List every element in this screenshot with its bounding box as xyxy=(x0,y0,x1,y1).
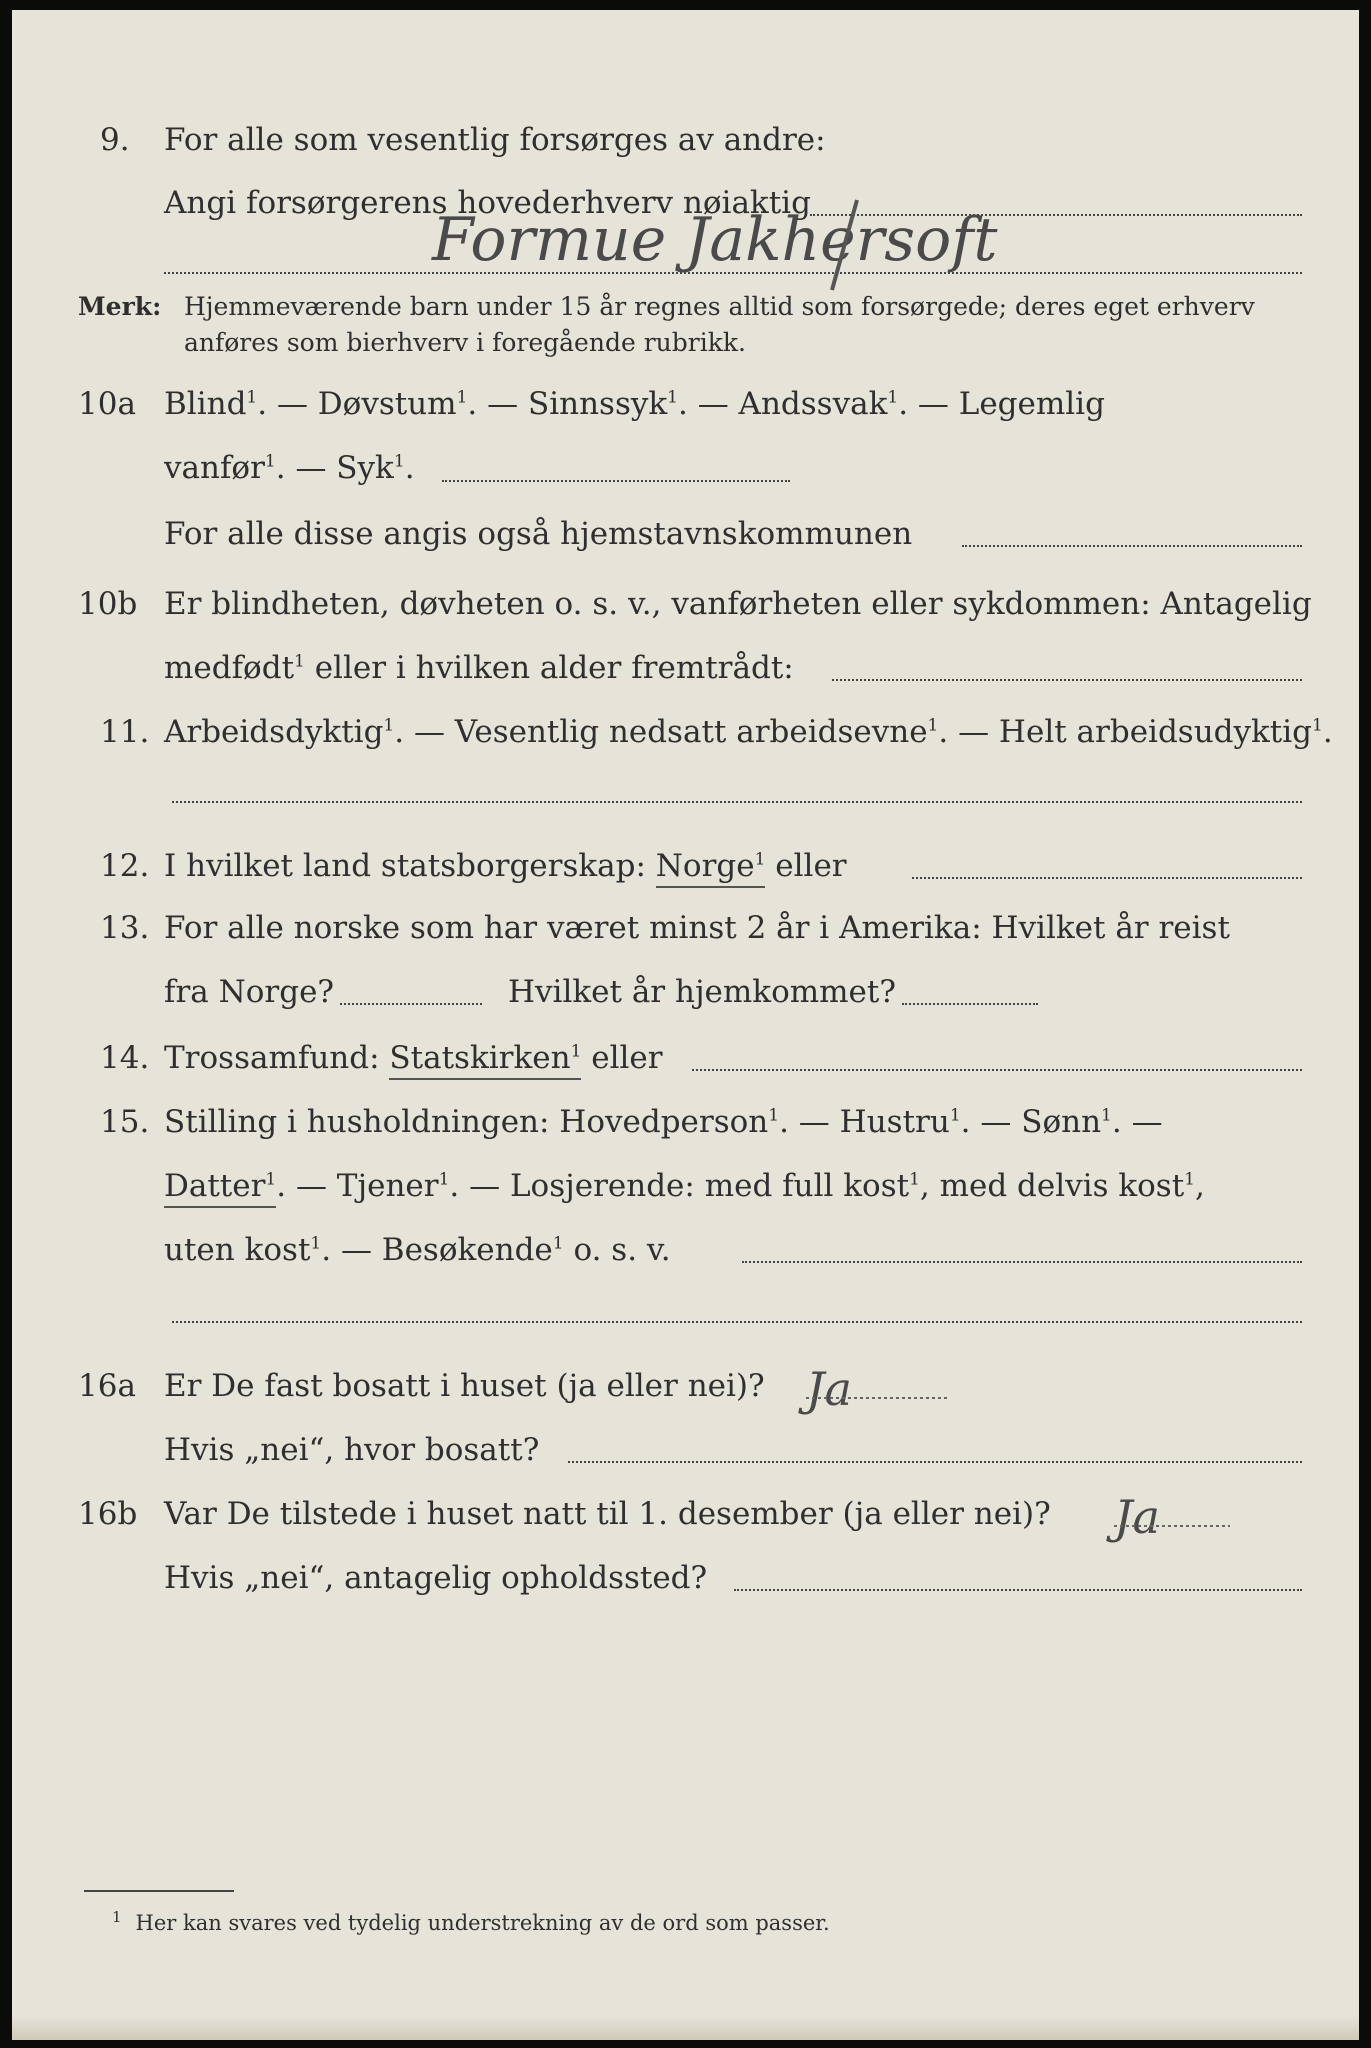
q15-fill-line-2 xyxy=(172,1321,1302,1323)
q10b-medfodt: medfødt xyxy=(164,650,295,686)
q16a-line1: Er De fast bosatt i huset (ja eller nei)? xyxy=(164,1368,765,1404)
q10a-sinnssyk: . — Sinnssyk xyxy=(467,386,668,422)
q16b-line2: Hvis „nei“, antagelig opholdssted? xyxy=(164,1560,708,1596)
q10a-line3: For alle disse angis også hjemstavnskommunen xyxy=(164,516,913,552)
q11-udyktig: . — Helt arbeidsudyktig xyxy=(938,714,1313,750)
q13-line2a: fra Norge? xyxy=(164,974,335,1010)
q16b-fill-line xyxy=(734,1589,1302,1591)
q13-number: 13. xyxy=(100,910,150,946)
q16a-number: 16a xyxy=(78,1368,136,1404)
merk-label: Merk: xyxy=(78,292,162,321)
q14-number: 14. xyxy=(100,1040,150,1076)
q10a-andssvak: . — Andssvak xyxy=(678,386,888,422)
q15-line3: uten kost$^1$. — Besøkende$^1$ o. s. v. xyxy=(164,1232,671,1268)
q16a-fill-line xyxy=(568,1461,1302,1463)
q13-fill-line-1 xyxy=(340,1003,482,1005)
q10a-vanfor: vanfør xyxy=(164,450,265,486)
q9-number: 9. xyxy=(100,122,130,158)
footnote xyxy=(112,1908,830,1935)
q13-line2b: Hvilket år hjemkommet? xyxy=(508,974,896,1010)
q10a-fill-line-2 xyxy=(962,545,1302,547)
q15-line1: Stilling i husholdningen: Hovedperson$^1$. — Hustru$^1$. — Sønn$^1$. — xyxy=(164,1104,1163,1140)
q12-norge-underlined: Norge$^1$ xyxy=(656,848,766,888)
q10b-number: 10b xyxy=(78,586,138,622)
q10a-syk: . — Syk xyxy=(275,450,394,486)
q10a-line1: Blind$^1$. — Døvstum$^1$. — Sinnssyk$^1$. — Andssvak$^1$. — Legemlig xyxy=(164,386,1105,422)
q10a-dovstum: . — Døvstum xyxy=(257,386,457,422)
q12-fill-line xyxy=(912,877,1302,879)
footnote-mark: 1 xyxy=(112,1908,122,1926)
q13-line1: For alle norske som har været minst 2 år i Amerika: Hvilket år reist xyxy=(164,910,1230,946)
q16b-answer-text: Ja xyxy=(1114,1490,1160,1544)
merk-line2: anføres som bierhverv i foregående rubrikk. xyxy=(184,328,746,357)
q16a-handwritten-answer xyxy=(798,1350,958,1430)
q12-line1: I hvilket land statsborgerskap: Norge$^1$ eller xyxy=(164,848,847,884)
q15-fill-line-1 xyxy=(742,1261,1302,1263)
q12-number: 12. xyxy=(100,848,150,884)
footnote-text: Her kan svares ved tydelig understrekning av de ord som passer. xyxy=(135,1911,830,1935)
q10b-line2: medfødt$^1$ eller i hvilken alder fremtrådt: xyxy=(164,650,794,686)
q14-line1: Trossamfund: Statskirken$^1$ eller xyxy=(164,1040,663,1076)
q9-line1: For alle som vesentlig forsørges av andre: xyxy=(164,122,826,158)
q14-statskirken-underlined: Statskirken$^1$ xyxy=(389,1040,581,1080)
q11-fill-line xyxy=(172,801,1302,803)
q11-number: 11. xyxy=(100,714,150,750)
q16a-line2: Hvis „nei“, hvor bosatt? xyxy=(164,1432,540,1468)
q9-line2-text: Angi forsørgerens hovederhverv nøiaktig xyxy=(164,185,811,221)
q11-nedsatt: . — Vesentlig nedsatt arbeidsevne xyxy=(394,714,928,750)
q15-line2: Datter$^1$. — Tjener$^1$. — Losjerende: med full kost$^1$, med delvis kost$^1$, xyxy=(164,1168,1205,1204)
q10a-fill-line-1 xyxy=(442,480,790,482)
q16b-number: 16b xyxy=(78,1496,138,1532)
q14-fill-line xyxy=(692,1069,1302,1071)
q9-handwritten-answer xyxy=(412,190,1252,300)
merk-line1: Hjemmeværende barn under 15 år regnes alltid som forsørgede; deres eget erhverv xyxy=(184,292,1255,321)
q10a-number: 10a xyxy=(78,386,136,422)
q15-datter-underlined: Datter$^1$ xyxy=(164,1168,276,1208)
q15-number: 15. xyxy=(100,1104,150,1140)
footnote-rule xyxy=(84,1890,234,1892)
q10a-blind: Blind xyxy=(164,386,247,422)
q11-line1: Arbeidsdyktig$^1$. — Vesentlig nedsatt arbeidsevne$^1$. — Helt arbeidsudyktig$^1$. xyxy=(164,714,1333,750)
q16a-answer-text: Ja xyxy=(806,1362,852,1416)
q10b-line1: Er blindheten, døvheten o. s. v., vanførheten eller sykdommen: Antagelig xyxy=(164,586,1312,622)
q10a-legemlig: . — Legemlig xyxy=(898,386,1105,422)
page-bottom-edge xyxy=(12,2016,1359,2040)
census-form-page xyxy=(12,10,1359,2040)
q16b-line1: Var De tilstede i huset natt til 1. desember (ja eller nei)? xyxy=(164,1496,1051,1532)
q10a-line2: vanfør$^1$. — Syk$^1$. xyxy=(164,450,415,486)
q11-arbeidsdyktig: Arbeidsdyktig xyxy=(164,714,384,750)
q13-fill-line-2 xyxy=(902,1003,1038,1005)
q16b-handwritten-answer xyxy=(1106,1478,1266,1558)
q9-answer-text: Formue Jakhersoft xyxy=(432,205,998,275)
q10b-fill-line xyxy=(832,679,1302,681)
